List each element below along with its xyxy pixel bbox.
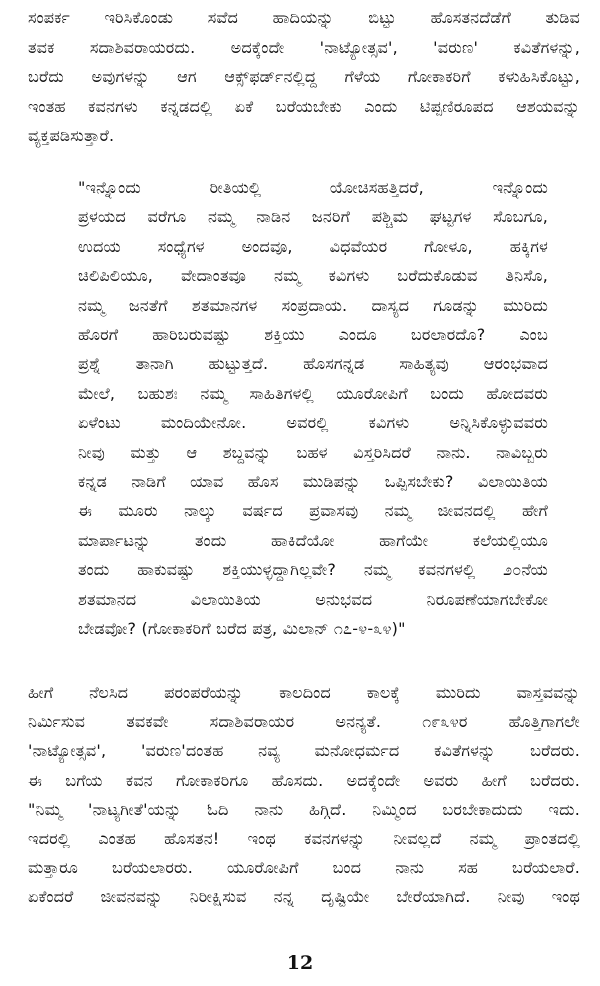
text-line: ತಂದು ಹಾಕುವಷ್ಟು ಶಕ್ತಿಯುಳ್ಳದ್ದಾಗಿಲ್ಲವೇ? ನಮ್ಮ ಕವನಗಳಲ್ಲಿ ೨೦ನೆಯ	[78, 560, 548, 580]
text-line: "ನಿಮ್ಮ 'ನಾಟ್ಯಗೀತೆ'ಯನ್ನು ಓದಿ ನಾನು ಹಿಗ್ಗಿದೆ. ನಿಮ್ಮಿಂದ ಬರಬೇಕಾದುದು ಇದು.	[28, 799, 580, 819]
text-line: ನೀವು ಮತ್ತು ಆ ಶಬ್ದವನ್ನು ಬಹಳ ವಿಸ್ತರಿಸಿದರೆ ನಾನು. ನಾವಿಬ್ಬರು	[78, 442, 548, 462]
text-line: 'ನಾಟ್ಯೋತ್ಸವ', 'ವರುಣ'ದಂತಹ ನವ್ಯ ಮನೋಧರ್ಮದ ಕವಿತೆಗಳನ್ನು ಬರೆದರು.	[28, 741, 580, 761]
text-line: ತವಕ ಸದಾಶಿವರಾಯರದು. ಅದಕ್ಕೆಂದೇ 'ನಾಟ್ಯೋತ್ಸವ', 'ವರುಣ' ಕವಿತೆಗಳನ್ನು,	[28, 37, 580, 57]
text-line: ಚಿಲಿಪಿಲಿಯೂ, ವೇದಾಂತವೂ ನಮ್ಮ ಕವಿಗಳು ಬರೆದುಕೊಡುವ ತಿನಿಸೊ,	[78, 266, 548, 286]
text-line: ಬೇಡವೋ? (ಗೋಕಾಕರಿಗೆ ಬರೆದ ಪತ್ರ, ಮಿಲಾನ್ ೧೭-೪-೩೪)"	[78, 619, 406, 638]
text-line: ನಿರ್ಮಿಸುವ ತವಕವೇ ಸದಾಶಿವರಾಯರ ಅನನ್ಯತೆ. ೧೯೩೪ರ ಹೊತ್ತಿಗಾಗಲೇ	[28, 712, 580, 732]
text-line: ಕನ್ನಡ ನಾಡಿಗೆ ಯಾವ ಹೊಸ ಮುಡಿಪನ್ನು ಒಪ್ಪಿಸಬೇಕು? ವಿಲಾಯಿತಿಯ	[78, 472, 548, 491]
text-line: ಶತಮಾನದ ವಿಲಾಯಿತಿಯ ಅನುಭವದ ನಿರೂಪಣೆಯಾಗಬೇಕೋ	[78, 589, 548, 609]
page-number: 12	[286, 952, 314, 974]
text-line: ಇಂತಹ ಕವನಗಳು ಕನ್ನಡದಲ್ಲಿ ಏಕೆ ಬರೆಯಬೇಕು ಎಂದು ಟಿಪ್ಪಣಿರೂಪದ ಆಶಯವನ್ನು	[28, 96, 580, 116]
text-line: ಉದಯ ಸಂಧ್ಯೆಗಳ ಅಂದವೂ, ವಿಧವೆಯರ ಗೋಳೂ, ಹಕ್ಕಿಗಳ	[78, 236, 548, 256]
text-line: "ಇನ್ನೊಂದು ರೀತಿಯಲ್ಲಿ ಯೋಚಿಸಹತ್ತಿದರೆ, ಇನ್ನೊಂದು	[78, 178, 548, 197]
text-line: ಮೇಲೆ, ಬಹುಶಃ ನಮ್ಮ ಸಾಹಿತಿಗಳಲ್ಲಿ ಯೂರೋಪಿಗೆ ಬಂದು ಹೋದವರು	[78, 383, 548, 403]
text-line: ಹೊರಗೆ ಹಾರಿಬರುವಷ್ಟು ಶಕ್ತಿಯು ಎಂದೂ ಬರಲಾರದೊ? ಎಂಬ	[78, 325, 548, 344]
text-line: ಸಂಪರ್ಕ ಇರಿಸಿಕೊಂಡು ಸವೆದ ಹಾದಿಯನ್ನು ಬಿಟ್ಟು ಹೊಸತನದೆಡೆಗೆ ತುಡಿವ	[28, 8, 580, 27]
text-line: ಹೀಗೆ ನೆಲಸಿದ ಪರಂಪರೆಯನ್ನು ಕಾಲದಿಂದ ಕಾಲಕ್ಕೆ ಮುರಿದು ವಾಸ್ತವವನ್ನು	[28, 683, 580, 702]
text-line: ಇದರಲ್ಲಿ ಎಂತಹ ಹೊಸತನ! ಇಂಥ ಕವನಗಳನ್ನು ನೀವಲ್ಲದೆ ನಮ್ಮ ಪ್ರಾಂತದಲ್ಲಿ	[28, 829, 580, 848]
text-line: ಏಕೆಂದರೆ ಜೀವನವನ್ನು ನಿರೀಕ್ಷಿಸುವ ನನ್ನ ದೃಷ್ಟಿಯೇ ಬೇರೆಯಾಗಿದೆ. ನೀವು ಇಂಥ	[28, 887, 580, 907]
text-line: ನಮ್ಮ ಜನತೆಗೆ ಶತಮಾನಗಳ ಸಂಪ್ರದಾಯ. ದಾಸ್ಯದ ಗೂಡನ್ನು ಮುರಿದು	[78, 295, 548, 315]
text-line: ಮಾರ್ಪಾಟನ್ನು ತಂದು ಹಾಕಿದೆಯೋ ಹಾಗೆಯೇ ಕಲೆಯಲ್ಲಿಯೂ	[78, 530, 548, 550]
text-line: ಈ ಬಗೆಯ ಕವನ ಗೋಕಾಕರಿಗೂ ಹೊಸದು. ಅದಕ್ಕೆಂದೇ ಅವರು ಹೀಗೆ ಬರೆದರು.	[28, 770, 580, 790]
text-line: ಈ ಮೂರು ನಾಲ್ಕು ವರ್ಷದ ಪ್ರವಾಸವು ನಮ್ಮ ಜೀವನದಲ್ಲಿ ಹೇಗೆ	[78, 501, 548, 521]
text-line: ಮತ್ತಾರೂ ಬರೆಯಲಾರರು. ಯೂರೋಪಿಗೆ ಬಂದ ನಾನು ಸಹ ಬರೆಯಲಾರೆ.	[28, 858, 580, 878]
text-line: ಏಳೆಂಟು ಮಂದಿಯೇನೋ. ಅವರಲ್ಲಿ ಕವಿಗಳು ಅನ್ನಿಸಿಕೊಳ್ಳುವವರು	[78, 413, 548, 433]
text-line: ವ್ಯಕ್ತಪಡಿಸುತ್ತಾರೆ.	[28, 126, 115, 145]
text-line: ಪ್ರಶ್ನೆ ತಾನಾಗಿ ಹುಟ್ಟುತ್ತದೆ. ಹೊಸಗನ್ನಡ ಸಾಹಿತ್ಯವು ಆರಂಭವಾದ	[78, 354, 548, 374]
text-line: ಬರೆದು ಅವುಗಳನ್ನು ಆಗ ಆಕ್ಸ್‌ಫರ್ಡ್‌ನಲ್ಲಿದ್ದ ಗೆಳೆಯ ಗೋಕಾಕರಿಗೆ ಕಳುಹಿಸಿಕೊಟ್ಟು,	[28, 67, 580, 86]
text-line: ಪ್ರಳಯದ ವರೆಗೂ ನಮ್ಮ ನಾಡಿನ ಜನರಿಗೆ ಪಶ್ಚಿಮ ಘಟ್ಟಗಳ ಸೊಬಗೂ,	[78, 207, 548, 227]
